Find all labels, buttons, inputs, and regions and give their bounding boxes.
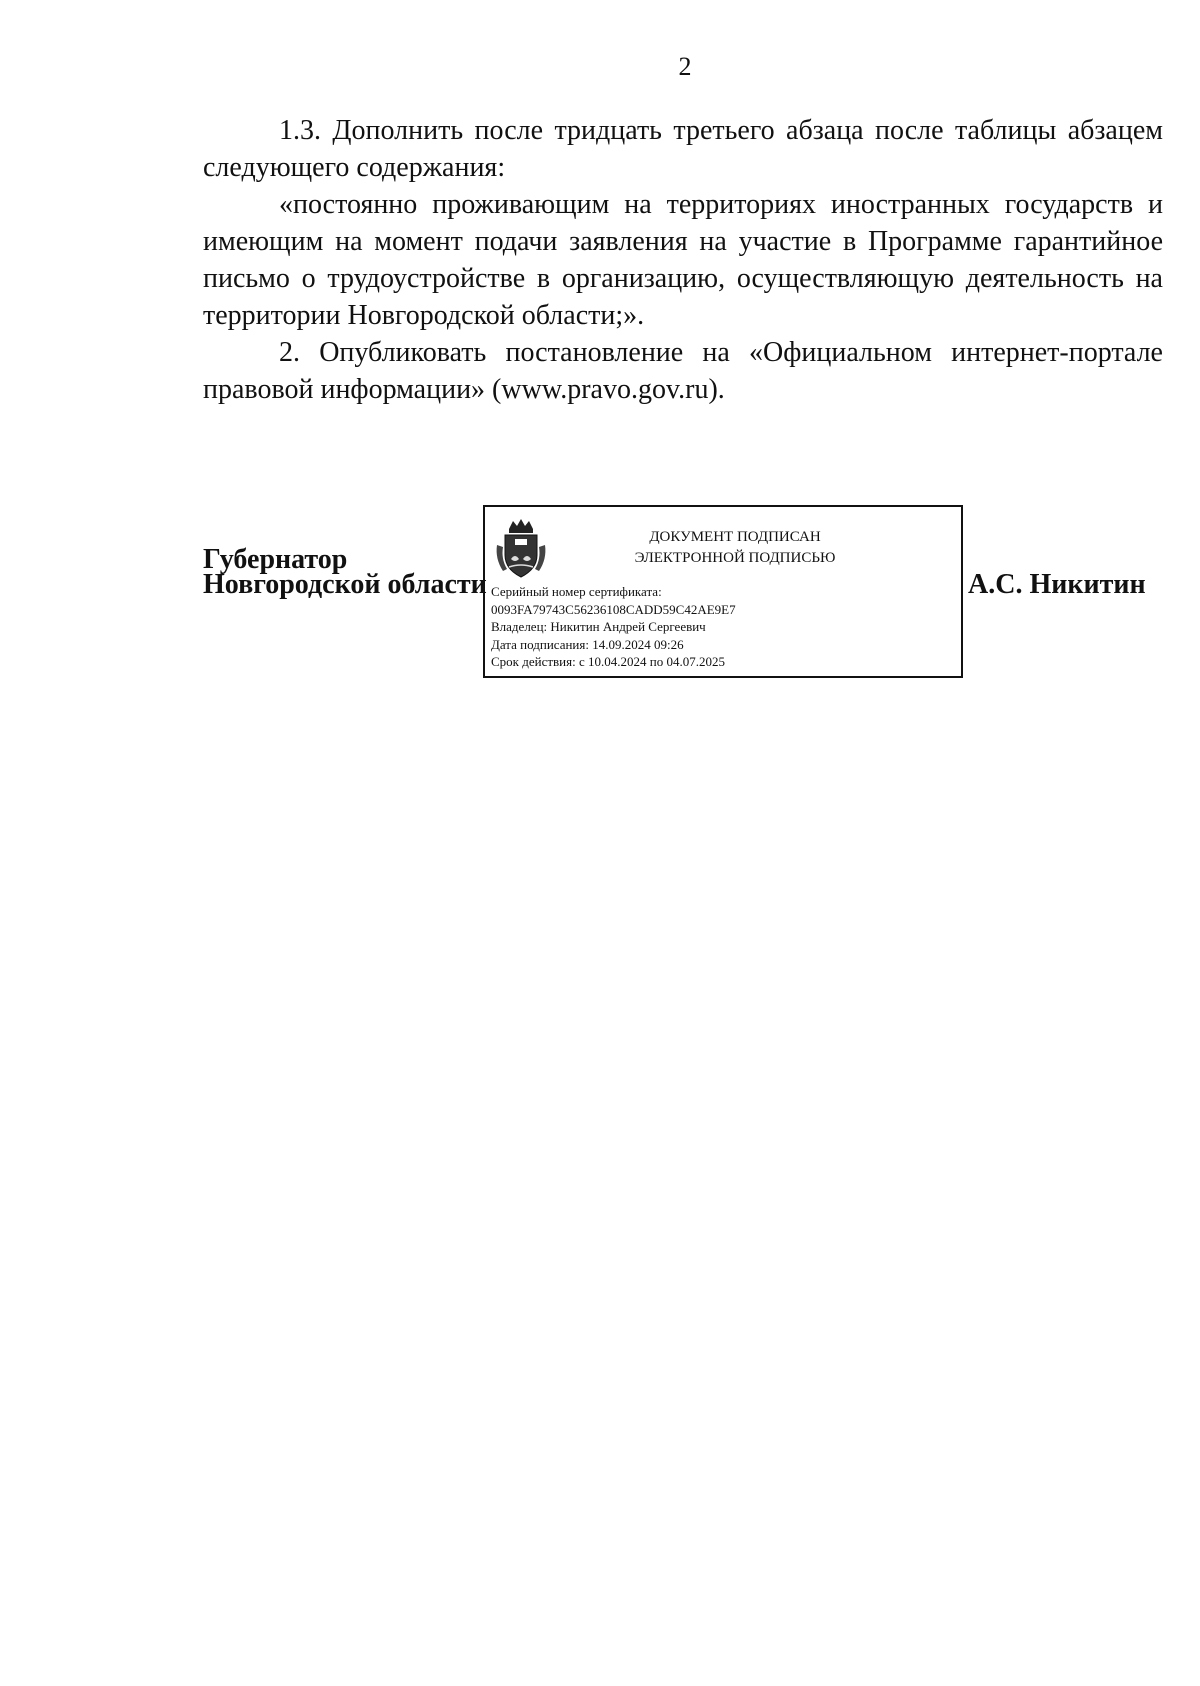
signature-block	[203, 505, 1163, 685]
paragraph-2: 2. Опубликовать постановление на «Официальном интернет-портале правовой информации» (www.pravo.gov.ru).	[203, 337, 1163, 405]
stamp-details	[491, 583, 736, 671]
signing-date: Дата подписания: 14.09.2024 09:26	[491, 636, 684, 652]
signatory-name: А.С. Никитин	[968, 569, 1146, 600]
certificate-validity: Срок действия: с 10.04.2024 по 04.07.2025	[491, 654, 725, 669]
electronic-signature-stamp	[483, 505, 963, 678]
certificate-owner: Владелец: Никитин Андрей Сергеевич	[491, 619, 706, 634]
paragraph-1-3: 1.3. Дополнить после тридцать третьего абзаца после таблицы абзацем следующего содержания:	[203, 115, 1163, 183]
stamp-heading-line-2: ЭЛЕКТРОННОЙ ПОДПИСЬЮ	[634, 550, 836, 566]
certificate-serial-value: 0093FA79743C56236108CADD59C42AE9E7	[491, 601, 736, 617]
document-body	[203, 112, 1163, 408]
novgorod-coat-of-arms-icon	[493, 515, 549, 579]
paragraph-quote: «постоянно проживающим на территориях иностранных государств и имеющим на момент подачи заявления на участие в Программе гарантийное письмо о трудоустройстве в организацию, осуществляющую деятельность на территории Новгородской области;».	[203, 189, 1163, 331]
signatory-position	[203, 544, 487, 600]
page-number: 2	[678, 52, 692, 81]
stamp-heading-line-1: ДОКУМЕНТ ПОДПИСАН	[649, 529, 821, 545]
certificate-serial-label: Серийный номер сертификата:	[491, 584, 662, 599]
stamp-heading	[545, 527, 925, 569]
signatory-position-line-1: Губернатор	[203, 544, 348, 575]
signatory-position-line-2: Новгородской области	[203, 569, 487, 600]
